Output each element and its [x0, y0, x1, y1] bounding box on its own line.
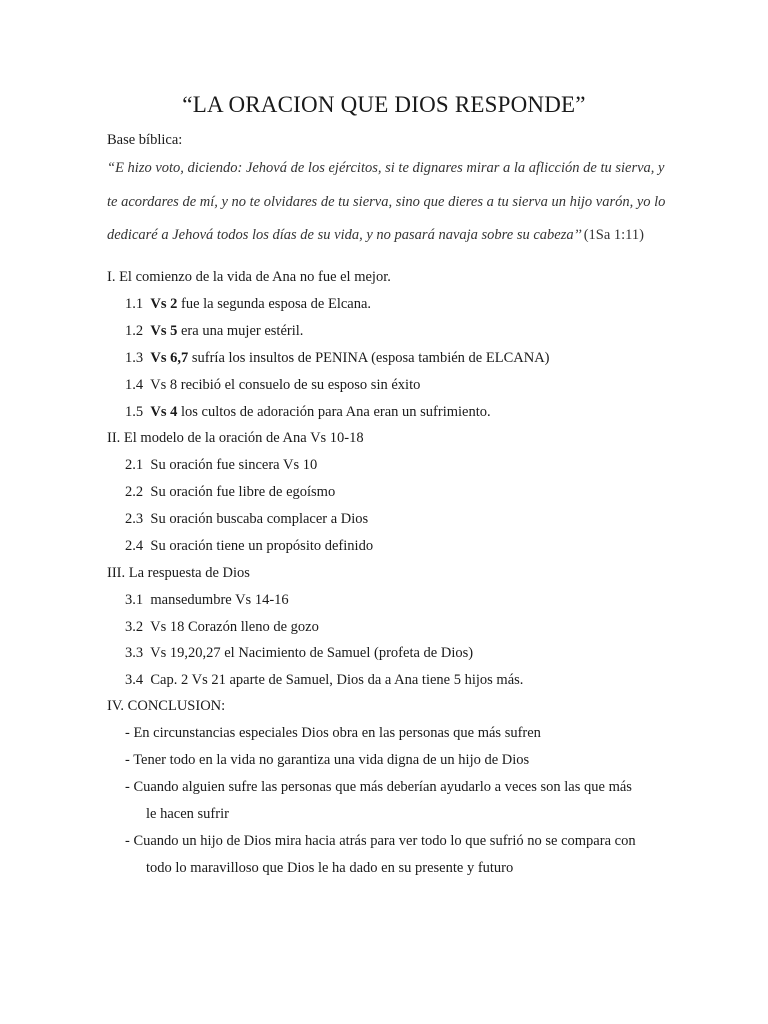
- item-number: 2.3: [125, 511, 144, 527]
- item-text: Su oración tiene un propósito definido: [150, 538, 374, 554]
- item-text: Su oración buscaba complacer a Dios: [150, 511, 369, 527]
- item-text: Cap. 2 Vs 21 aparte de Samuel, Dios da a Ana tiene 5 hijos más.: [150, 672, 524, 688]
- item-number: 2.4: [125, 538, 144, 554]
- item-text: era una mujer estéril.: [181, 323, 304, 339]
- item-text: sufría los insultos de PENINA (esposa también de ELCANA): [191, 350, 550, 366]
- item-verse: Vs 6,7: [150, 350, 189, 366]
- outline-item-2-2: [125, 484, 335, 501]
- item-number: 1.5: [125, 404, 144, 420]
- item-verse: Vs 4: [150, 404, 178, 420]
- quote-reference: (1Sa 1:11): [583, 227, 644, 243]
- item-text: mansedumbre Vs 14-16: [150, 592, 289, 608]
- conclusion-point-2: - Tener todo en la vida no garantiza una vida digna de un hijo de Dios: [125, 752, 530, 768]
- item-number: 3.1: [125, 592, 144, 608]
- section-heading-3: III. La respuesta de Dios: [107, 565, 250, 581]
- item-text: Su oración fue libre de egoísmo: [150, 484, 336, 500]
- item-text: Vs 8 recibió el consuelo de su esposo sin éxito: [150, 377, 421, 393]
- quote-line-2: te acordares de mí, y no te olvidares de tu sierva, sino que dieres a tu sierva un hijo varón, yo lo: [107, 194, 666, 210]
- item-number: 3.2: [125, 619, 144, 635]
- quote-text: dedicaré a Jehová todos los días de su vida, y no pasará navaja sobre su cabeza’’: [107, 227, 581, 243]
- item-text: los cultos de adoración para Ana eran un sufrimiento.: [181, 404, 491, 420]
- item-number: 1.1: [125, 296, 144, 312]
- outline-item-1-2: [125, 323, 303, 340]
- item-number: 2.2: [125, 484, 144, 500]
- item-number: 1.4: [125, 377, 144, 393]
- section-heading-2: II. El modelo de la oración de Ana Vs 10-18: [107, 430, 364, 446]
- section-heading-1: I. El comienzo de la vida de Ana no fue el mejor.: [107, 269, 391, 285]
- outline-item-2-1: [125, 457, 317, 474]
- item-text: fue la segunda esposa de Elcana.: [181, 296, 372, 312]
- conclusion-point-3-cont: le hacen sufrir: [146, 806, 229, 822]
- section-heading-4: IV. CONCLUSION:: [107, 698, 226, 714]
- item-text: Vs 18 Corazón lleno de gozo: [150, 619, 319, 635]
- outline-item-1-4: [125, 377, 420, 394]
- outline-item-3-1: [125, 592, 289, 609]
- conclusion-point-4-cont: todo lo maravilloso que Dios le ha dado en su presente y futuro: [146, 860, 514, 876]
- item-text: Su oración fue sincera Vs 10: [150, 457, 318, 473]
- item-number: 1.2: [125, 323, 144, 339]
- item-verse: Vs 2: [150, 296, 178, 312]
- quote-line-3: [107, 227, 644, 244]
- item-number: 2.1: [125, 457, 144, 473]
- conclusion-point-4: - Cuando un hijo de Dios mira hacia atrás para ver todo lo que sufrió no se compara con: [125, 833, 636, 849]
- conclusion-point-1: - En circunstancias especiales Dios obra en las personas que más sufren: [125, 725, 541, 741]
- outline-item-3-4: [125, 672, 523, 689]
- item-number: 1.3: [125, 350, 144, 366]
- item-verse: Vs 5: [150, 323, 178, 339]
- outline-item-2-4: [125, 538, 373, 555]
- outline-item-3-2: [125, 619, 319, 636]
- item-number: 3.3: [125, 645, 144, 661]
- conclusion-point-3: - Cuando alguien sufre las personas que más deberían ayudarlo a veces son las que más: [125, 779, 632, 795]
- outline-item-1-1: [125, 296, 371, 313]
- quote-line-1: “E hizo voto, diciendo: Jehová de los ejércitos, si te dignares mirar a la aflicción de tu sierva, y: [107, 160, 665, 176]
- document-title: “LA ORACION QUE DIOS RESPONDE”: [182, 92, 586, 117]
- outline-item-2-3: [125, 511, 368, 528]
- item-number: 3.4: [125, 672, 144, 688]
- outline-item-1-5: [125, 404, 491, 421]
- outline-item-1-3: [125, 350, 550, 367]
- base-label: Base bíblica:: [107, 132, 183, 148]
- outline-item-3-3: [125, 645, 473, 662]
- item-text: Vs 19,20,27 el Nacimiento de Samuel (profeta de Dios): [150, 645, 474, 661]
